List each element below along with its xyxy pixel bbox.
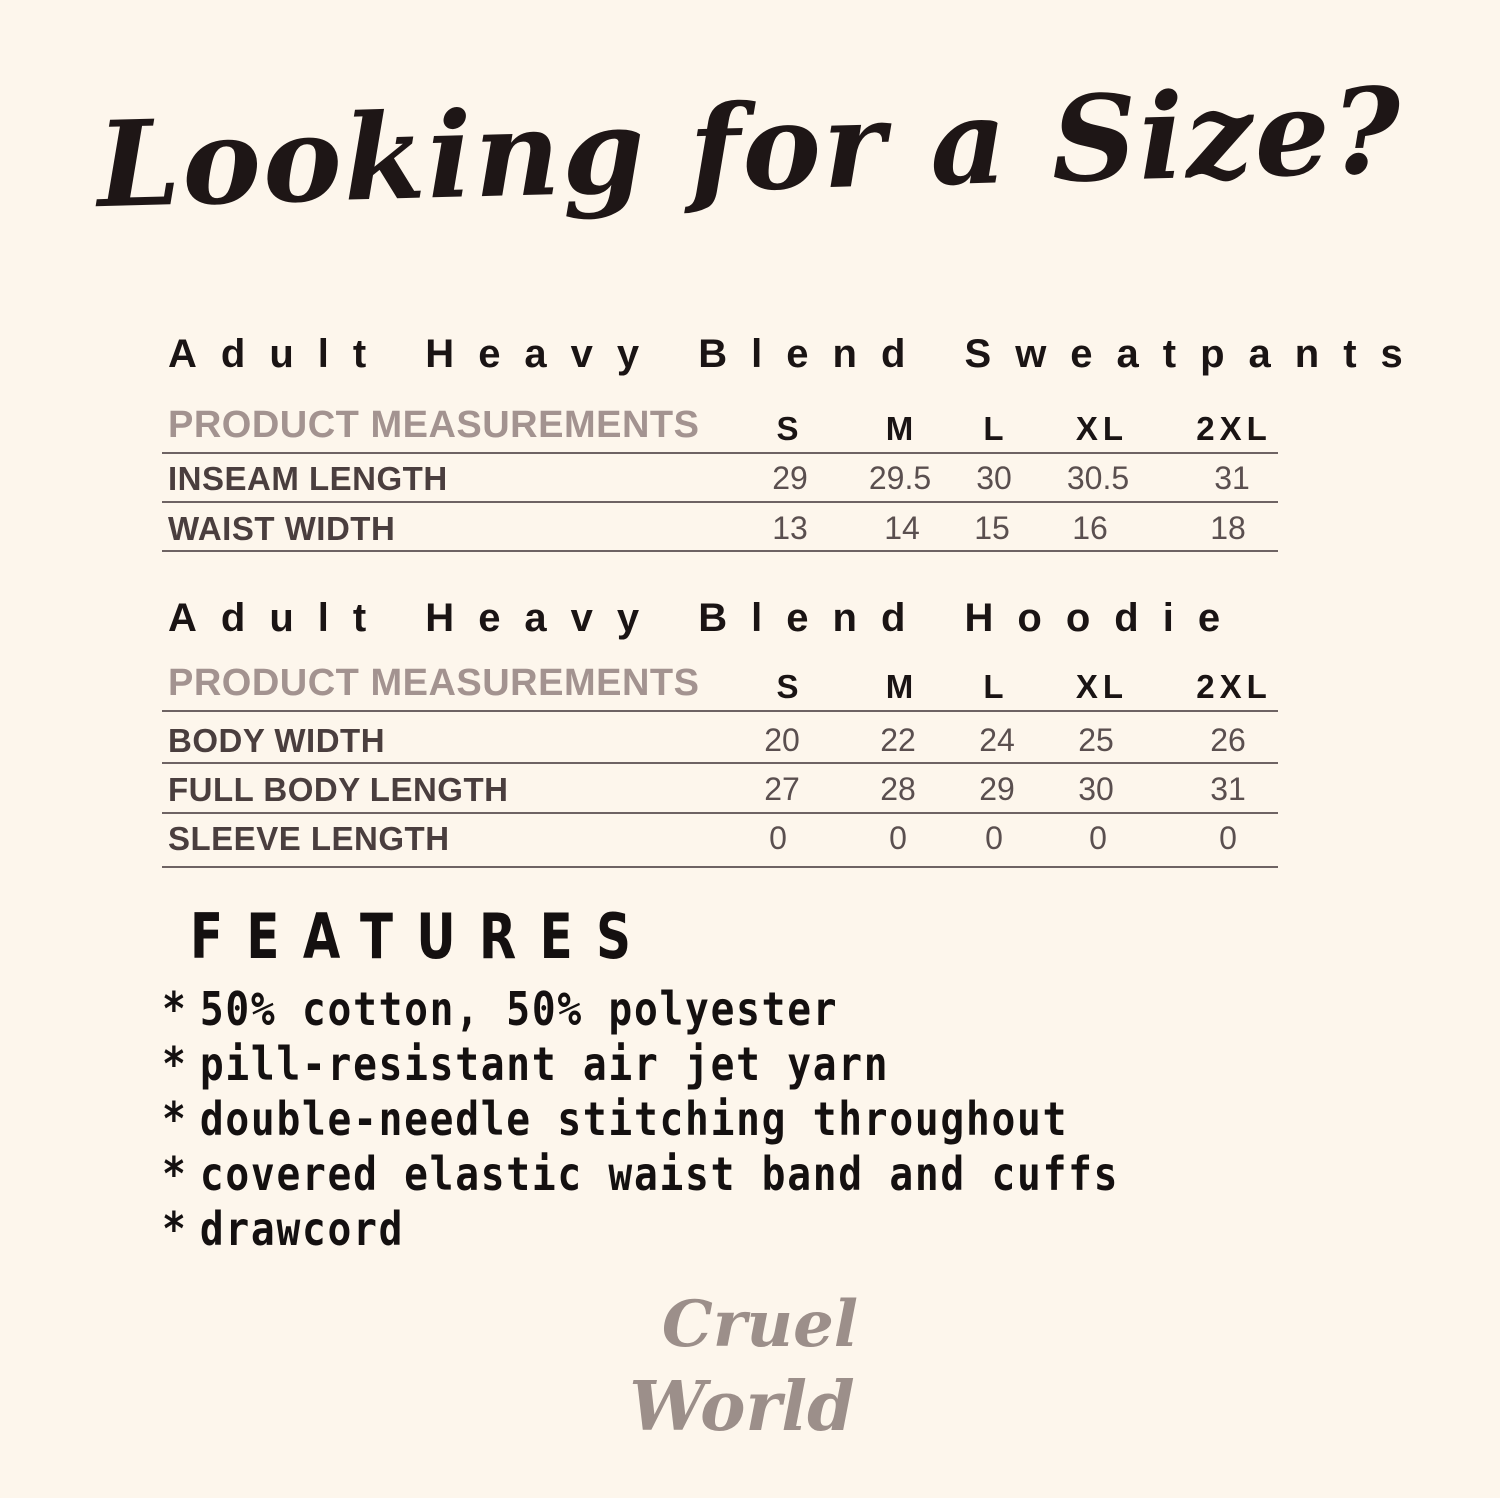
list-item — [162, 1037, 1119, 1092]
sweatpants-heading: Adult Heavy Blend Sweatpants — [168, 332, 1427, 376]
row-label: BODY WIDTH — [168, 722, 386, 759]
size-header-l: L — [983, 410, 1009, 447]
value-cell: 0 — [1089, 820, 1107, 856]
row-label: INSEAM LENGTH — [168, 460, 448, 497]
page-title: Looking for a Size? — [95, 60, 1405, 235]
value-cell: 0 — [985, 820, 1003, 856]
list-item — [162, 1092, 1119, 1147]
value-cell: 29.5 — [868, 460, 932, 496]
value-cell: 27 — [764, 771, 800, 807]
row-label: SLEEVE LENGTH — [168, 820, 450, 857]
features-title: FEATURES — [190, 900, 655, 973]
bullet: * — [162, 1202, 188, 1256]
table-row — [162, 503, 1278, 552]
feature-text: covered elastic waist band and cuffs — [199, 1147, 1120, 1201]
logo-line-2: World — [629, 1367, 855, 1447]
value-cell: 13 — [772, 510, 808, 546]
feature-text: double-needle stitching throughout — [199, 1092, 1069, 1146]
table-header-row — [162, 658, 1278, 712]
size-header-l: L — [983, 668, 1009, 705]
feature-text: pill-resistant air jet yarn — [199, 1037, 890, 1091]
value-cell: 30 — [1078, 771, 1114, 807]
size-header-2xl: 2XL — [1196, 410, 1272, 447]
value-cell: 31 — [1214, 460, 1250, 496]
size-header-2xl: 2XL — [1196, 668, 1272, 705]
value-cell: 22 — [880, 722, 916, 758]
hoodie-size-table — [162, 658, 1278, 868]
bullet: * — [162, 1147, 188, 1201]
sweatpants-size-table — [162, 400, 1278, 552]
table-row — [162, 712, 1278, 764]
value-cell: 18 — [1210, 510, 1246, 546]
table-row — [162, 814, 1278, 868]
value-cell: 0 — [889, 820, 907, 856]
value-cell: 29 — [772, 460, 808, 496]
row-label: WAIST WIDTH — [168, 510, 396, 547]
bullet: * — [162, 1092, 188, 1146]
feature-text: 50% cotton, 50% polyester — [199, 982, 839, 1036]
size-header-m: M — [885, 668, 919, 705]
value-cell: 28 — [880, 771, 916, 807]
value-cell: 16 — [1072, 510, 1108, 546]
value-cell: 14 — [884, 510, 920, 546]
size-header-s: S — [776, 410, 804, 447]
brand-logo — [629, 1285, 860, 1449]
value-cell: 0 — [769, 820, 787, 856]
list-item — [162, 982, 1119, 1037]
header-label: PRODUCT MEASUREMENTS — [168, 662, 700, 704]
header-label: PRODUCT MEASUREMENTS — [168, 404, 700, 446]
list-item — [162, 1147, 1119, 1202]
row-label: FULL BODY LENGTH — [168, 771, 509, 808]
value-cell: 31 — [1210, 771, 1246, 807]
size-header-xl: XL — [1075, 668, 1129, 705]
value-cell: 15 — [974, 510, 1010, 546]
logo-line-1: Cruel — [661, 1287, 859, 1362]
value-cell: 30 — [976, 460, 1012, 496]
table-header-row — [162, 400, 1278, 454]
value-cell: 24 — [979, 722, 1015, 758]
list-item — [162, 1202, 1119, 1257]
bullet: * — [162, 982, 188, 1036]
value-cell: 20 — [764, 722, 800, 758]
size-header-s: S — [776, 668, 804, 705]
table-row — [162, 454, 1278, 503]
bullet: * — [162, 1037, 188, 1091]
hoodie-heading: Adult Heavy Blend Hoodie — [168, 596, 1245, 640]
feature-text: drawcord — [199, 1202, 405, 1256]
value-cell: 29 — [979, 771, 1015, 807]
value-cell: 0 — [1219, 820, 1237, 856]
size-header-m: M — [885, 410, 919, 447]
table-row — [162, 764, 1278, 814]
features-list — [162, 982, 1275, 1257]
value-cell: 26 — [1210, 722, 1246, 758]
value-cell: 25 — [1078, 722, 1114, 758]
value-cell: 30.5 — [1066, 460, 1130, 496]
size-header-xl: XL — [1075, 410, 1129, 447]
